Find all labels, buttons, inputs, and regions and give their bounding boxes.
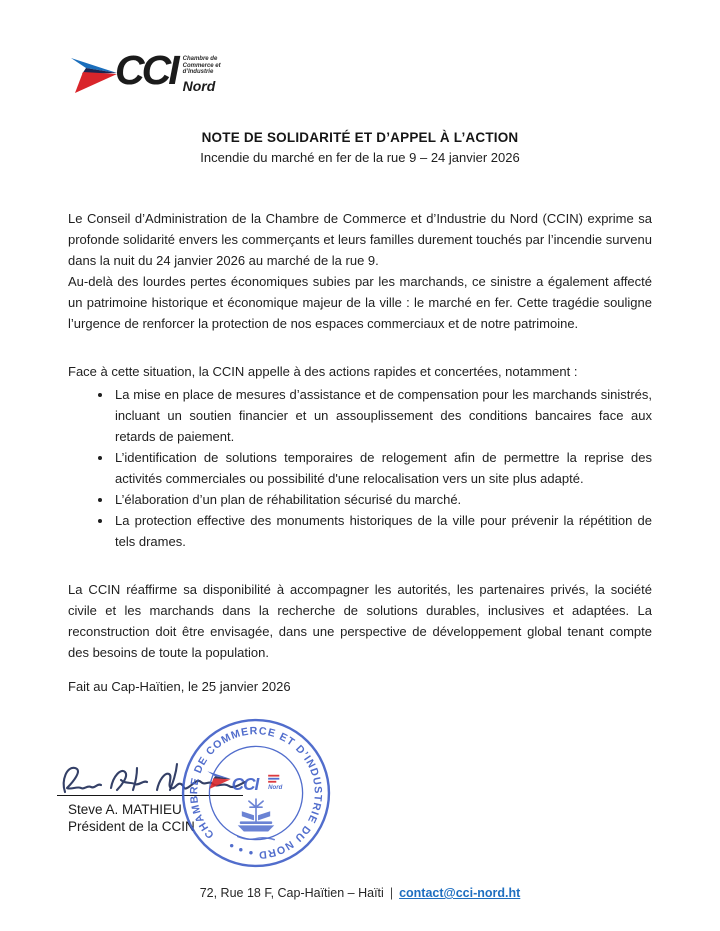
cci-official-stamp [179, 716, 333, 870]
action-list [68, 384, 652, 552]
bullet-item: • La protection effective des monuments historiques de la ville pour prévenir la répétition de tels drames. [113, 510, 652, 552]
paragraph-heritage: Au-delà des lourdes pertes économiques subies par les marchands, ce sinistre a également affecté un patrimoine historique et économique majeur de la ville : le marché en fer. Cette tragédie souligne l’urgence de renforcer la protection de nos espaces commerciaux et de notre patrimoine. [68, 274, 652, 331]
signatory-title: Président de la CCIN [68, 819, 195, 834]
footer-separator: | [389, 886, 394, 900]
paragraph-solidarity: Le Conseil d’Administration de la Chambre de Commerce et d’Industrie du Nord (CCIN) exprime sa profonde solidarité envers les commerçants et leurs familles durement touchés par l’incendie survenu dans la nuit du 24 janvier 2026 au marché de la rue 9. [68, 211, 652, 268]
stamp-cci-logo [207, 771, 282, 794]
logo-cci-text: CCI [115, 47, 177, 93]
footer [0, 886, 720, 900]
paragraph-commitment: La CCIN réaffirme sa disponibilité à accompagner les autorités, les partenaires privés, la société civile et les marchands dans la recherche de solutions durables, inclusives et adaptées. La reconstruction doit être envisagée, dans une perspective de développement global tenant compte des besoins de toute la population. [68, 582, 652, 660]
document-subtitle: Incendie du marché en fer de la rue 9 – 24 janvier 2026 [200, 150, 520, 165]
stamp-bottom-marks [230, 844, 253, 855]
document-title: NOTE DE SOLIDARITÉ ET D’APPEL À L’ACTION [201, 130, 519, 145]
signatory-name: Steve A. MATHIEU [68, 802, 182, 817]
bullet-item: • L’identification de solutions temporaires de relogement afin de permettre la reprise des activités commerciales ou possibilité d'une relocalisation vers un site plus adapté. [113, 447, 652, 489]
bullet-item: • L’élaboration d’un plan de réhabilitation sécurisé du marché. [113, 489, 652, 510]
bullet-item: • La mise en place de mesures d’assistance et de compensation pour les marchands sinistrés, incluant un soutien financier et un assouplissement des conditions bancaires face aux retards de paiement. [113, 384, 652, 447]
svg-text:CCI: CCI [231, 773, 259, 794]
document-body [68, 208, 652, 697]
stamp-coat-of-arms [238, 799, 274, 840]
cci-nord-logo [70, 47, 221, 99]
footer-email-link[interactable]: contact@cci-nord.ht [399, 886, 521, 900]
dateline: Fait au Cap-Haïtien, le 25 janvier 2026 [68, 679, 291, 694]
footer-address: 72, Rue 18 F, Cap-Haïtien – Haïti [199, 886, 384, 900]
title-block [0, 130, 720, 165]
svg-text:Nord: Nord [268, 784, 283, 791]
stamp-ring-text: CHAMBRE DE COMMERCE ET D’INDUSTRIE DU NORD [188, 725, 324, 861]
logo-tagline: Chambre de Commerce et d’Industrie [182, 56, 221, 75]
logo-region: Nord [182, 77, 216, 94]
paragraph-call-to-action: Face à cette situation, la CCIN appelle à des actions rapides et concertées, notamment : [68, 364, 578, 379]
